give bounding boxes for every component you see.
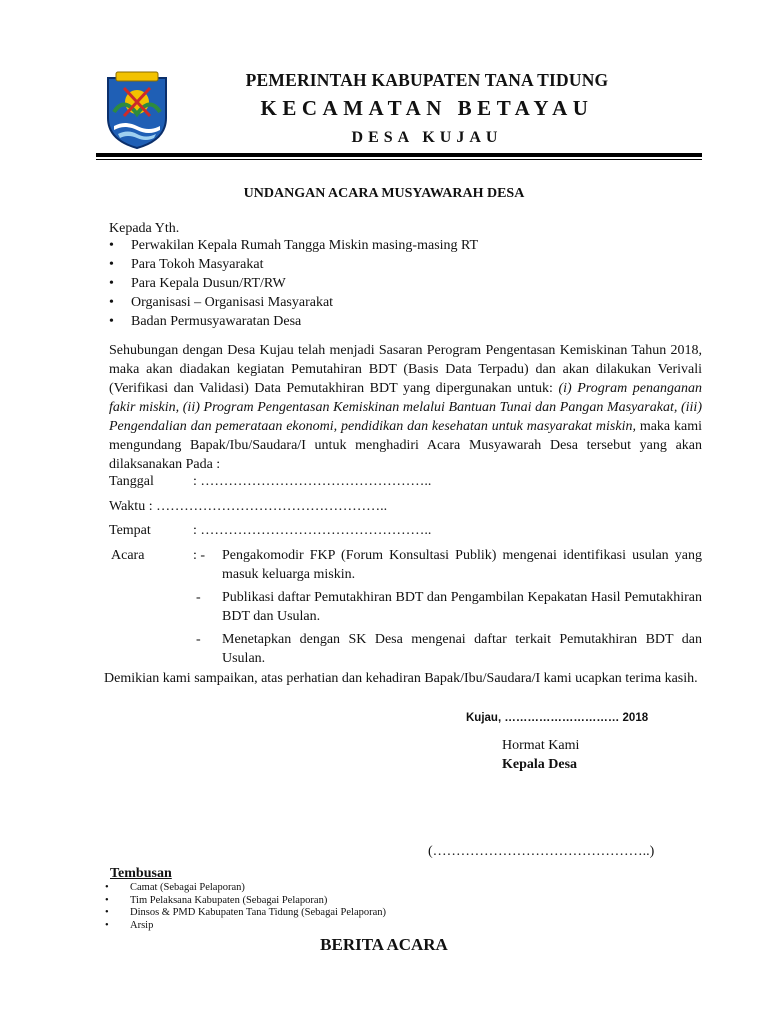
signature-name-blank: (………………………………………..) [428, 844, 655, 859]
list-item [109, 255, 478, 274]
recipient-intro: Kepada Yth. [109, 221, 180, 236]
tembusan-list [105, 882, 386, 932]
acara-prefix: : - [193, 548, 206, 563]
acara-text: Publikasi daftar Pemutakhiran BDT dan Pengambilan Kepakatan Hasil Pemutakhiran BDT dan Usulan. [222, 590, 702, 624]
document-title: UNDANGAN ACARA MUSYAWARAH DESA [243, 186, 525, 201]
letterhead-rule-thin [96, 159, 702, 160]
bullet: • [109, 276, 114, 291]
closing-paragraph: Demikian kami sampaikan, atas perhatian dan kehadiran Bapak/Ibu/Saudara/I kami ucapkan terima kasih. [104, 671, 698, 686]
tembusan-label: Dinsos & PMD Kabupaten Tana Tidung (Sebagai Pelaporan) [130, 907, 387, 918]
bullet: • [105, 907, 109, 918]
list-item [109, 274, 478, 293]
berita-acara-title: BERITA ACARA [320, 935, 448, 954]
acara-text: Menetapkan dengan SK Desa mengenai daftar terkait Pemutakhiran BDT dan Usulan. [222, 632, 702, 666]
recipient-list [109, 236, 478, 331]
bullet: • [105, 882, 109, 893]
list-item [109, 293, 478, 312]
tanggal-label: Tanggal [109, 474, 154, 489]
signature-date: Kujau, ………………………… 2018 [466, 712, 649, 724]
list-item [193, 630, 702, 668]
tembusan-label: Camat (Sebagai Pelaporan) [130, 882, 245, 893]
body-text-end: maka kami mengundang Bapak/Ibu/Saudara/I untuk menghadiri Acara Musyawarah Desa tersebut yang akan dilaksanakan Pada : [109, 419, 702, 472]
list-item [193, 588, 702, 626]
acara-prefix: - [196, 632, 201, 647]
waktu-line: Waktu : ………………………………………….. [109, 499, 388, 514]
tanggal-value: : ………………………………………….. [193, 474, 432, 489]
list-item [105, 907, 386, 920]
recipient-label: Para Kepala Dusun/RT/RW [131, 276, 286, 291]
letterhead-district: KECAMATAN BETAYAU [260, 96, 594, 120]
body-paragraph [109, 341, 702, 474]
acara-text: Pengakomodir FKP (Forum Konsultasi Publik) mengenai identifikasi usulan yang masuk keluarga miskin. [222, 548, 702, 582]
recipient-label: Badan Permusyawaratan Desa [131, 314, 302, 329]
recipient-label: Organisasi – Organisasi Masyarakat [131, 295, 334, 310]
acara-label: Acara [111, 548, 145, 563]
bullet: • [109, 295, 114, 310]
tembusan-label: Tim Pelaksana Kabupaten (Sebagai Pelaporan) [130, 894, 328, 906]
bullet: • [109, 257, 114, 272]
letterhead-government: PEMERINTAH KABUPATEN TANA TIDUNG [245, 70, 609, 90]
list-item [105, 882, 386, 895]
list-item [105, 895, 386, 908]
regency-emblem-icon [102, 68, 172, 150]
list-item [109, 236, 478, 255]
bullet: • [105, 894, 109, 906]
acara-list [193, 546, 702, 672]
bullet: • [109, 314, 114, 329]
tembusan-label: Arsip [130, 919, 154, 931]
tempat-value: : ………………………………………….. [193, 523, 432, 538]
body-program-list: (i) Program penanganan fakir miskin, (ii) Program Pengentasan Kemiskinan melalui Bantuan Tunai dan Pangan Masyarakat, (iii) Pengendalian dan pemerataan ekonomi, pendidikan dan kesehatan untuk masyarakat miskin, [109, 381, 702, 434]
tembusan-heading: Tembusan [110, 866, 172, 881]
list-item [193, 546, 702, 584]
list-item [109, 312, 478, 331]
body-text: Sehubungan dengan Desa Kujau telah menjadi Sasaran Perogram Pengentasan Kemiskinan Tahun 2018, maka akan diadakan kegiatan Pemutahiran BDT (Basis Data Terpadu) dan akan dilakukan Verivali (Verifikasi dan Validasi) Data Pemutakhiran BDT yang dipergunakan untuk: [109, 343, 702, 396]
letterhead-village: DESA KUJAU [351, 129, 503, 146]
recipient-label: Para Tokoh Masyarakat [131, 257, 264, 272]
letterhead-rule-thick [96, 153, 702, 157]
bullet: • [109, 238, 114, 253]
acara-prefix: - [196, 590, 201, 605]
bullet: • [105, 919, 109, 931]
list-item [105, 920, 386, 933]
tempat-label: Tempat [109, 523, 151, 538]
signature-position: Kepala Desa [502, 757, 578, 772]
recipient-label: Perwakilan Kepala Rumah Tangga Miskin masing-masing RT [131, 238, 479, 253]
signature-greeting: Hormat Kami [502, 738, 580, 753]
